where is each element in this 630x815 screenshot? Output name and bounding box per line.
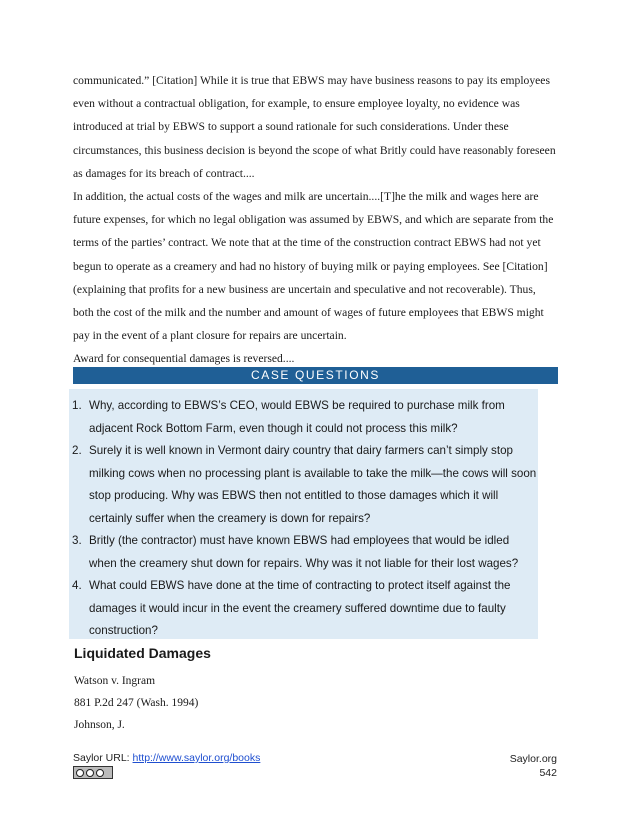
paragraph: Award for consequential damages is reversed.... [73,352,295,366]
opinion-text [73,69,559,371]
question-number: 1. [72,399,82,412]
list-item [72,440,538,530]
question-number: 4. [72,579,82,592]
case-name: Watson v. Ingram [74,675,156,687]
question-text: Surely it is well known in Vermont dairy country that dairy farmers can’t simply stop milking cows when no processing plant is available to take the milk—the cows will soon stop producing. Why was EBWS then not entitled to those damages which it will certainly suffer when the creamery is down for repairs? [89,444,537,525]
page-number: 542 [539,767,557,779]
site-name: Saylor.org [509,753,557,765]
footer-page-info [510,752,557,780]
case-questions-list [72,395,538,643]
cc-by-nc-sa-icon [73,766,113,779]
list-item [72,575,538,643]
case-caption [74,670,198,736]
list-item [72,530,538,575]
question-text: Britly (the contractor) must have known EBWS had employees that would be idled when the creamery shut down for repairs. Why was it not liable for their lost wages? [89,534,519,570]
case-citation: 881 P.2d 247 (Wash. 1994) [74,697,199,709]
section-heading: Liquidated Damages [74,645,211,661]
footer-source [73,752,260,764]
list-item [72,395,538,440]
question-number: 3. [72,534,82,547]
case-questions-header: CASE QUESTIONS [73,367,558,384]
paragraph: In addition, the actual costs of the wages and milk are uncertain....[T]he the milk and wages here are future expenses, for which no legal obligation was assumed by EBWS, and which are separate from the terms of the parties’ contract. We note that at the time of the construction contract EBWS had not yet begun to operate as a creamery and had no history of buying milk or paying employees. See [Citation] (explaining that profits for a new business are uncertain and speculative and not recoverable). Thus, both the cost of the milk and the number and amount of wages of future employees that EBWS might pay in the event of a plant closure for repairs are uncertain. [73,190,554,343]
question-text: Why, according to EBWS’s CEO, would EBWS be required to purchase milk from adjacent Rock Bottom Farm, even though it could not process this milk? [89,399,505,435]
paragraph: communicated.” [Citation] While it is true that EBWS may have business reasons to pay its employees even without a contractual obligation, for example, to ensure employee loyalty, no evidence was introduced at trial by EBWS to support a sound rationale for such considerations. Under these circumstances, this business decision is beyond the scope of what Britly could have reasonably foreseen as damages for its breach of contract.... [73,74,556,180]
question-text: What could EBWS have done at the time of contracting to protect itself against the damages it would incur in the event the creamery suffered downtime due to faulty construction? [89,579,511,637]
saylor-books-link[interactable]: http://www.saylor.org/books [132,752,261,764]
judge-name: Johnson, J. [74,719,125,731]
url-label: Saylor URL: [73,752,130,764]
question-number: 2. [72,444,82,457]
